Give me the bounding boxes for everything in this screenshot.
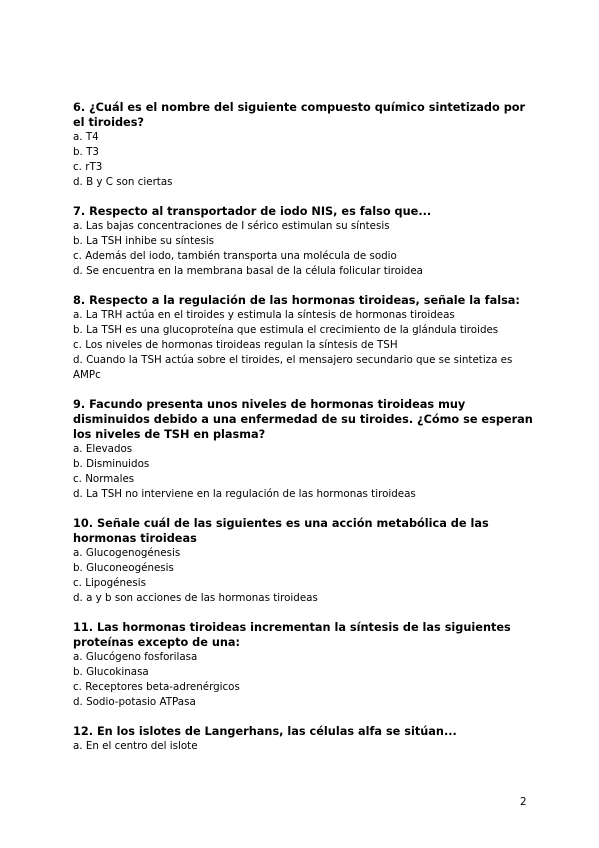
answer-option: b. Glucokinasa — [73, 666, 149, 678]
answer-option: d. Cuando la TSH actúa sobre el tiroides, el mensajero secundario que se sintetiza es AMPc — [73, 354, 513, 381]
question-title: 8. Respecto a la regulación de las hormonas tiroideas, señale la falsa: — [73, 294, 520, 307]
answer-option: a. Las bajas concentraciones de I sérico estimulan su síntesis — [73, 220, 390, 232]
answer-option: d. Sodio-potasio ATPasa — [73, 696, 196, 708]
answer-option: d. Se encuentra en la membrana basal de la célula folicular tiroidea — [73, 265, 423, 277]
answer-option: b. La TSH inhibe su síntesis — [73, 235, 215, 247]
answer-option: c. Además del iodo, también transporta una molécula de sodio — [73, 250, 397, 262]
question-12 — [73, 724, 533, 754]
answer-option: d. a y b son acciones de las hormonas tiroideas — [73, 592, 318, 604]
answer-option: c. Normales — [73, 473, 135, 485]
answer-option: d. La TSH no interviene en la regulación de las hormonas tiroideas — [73, 488, 416, 500]
answer-option: d. B y C son ciertas — [73, 176, 173, 188]
question-10 — [73, 516, 533, 606]
page-number: 2 — [520, 796, 527, 808]
answer-option: a. Elevados — [73, 443, 133, 455]
answer-option: a. Glucógeno fosforilasa — [73, 651, 198, 663]
question-title: 12. En los islotes de Langerhans, las células alfa se sitúan... — [73, 725, 457, 738]
question-title: 7. Respecto al transportador de iodo NIS, es falso que... — [73, 205, 432, 218]
quiz-page — [73, 100, 533, 768]
question-7 — [73, 204, 533, 279]
answer-option: a. T4 — [73, 131, 99, 143]
answer-option: b. Disminuidos — [73, 458, 150, 470]
question-8 — [73, 293, 533, 383]
question-title: 9. Facundo presenta unos niveles de hormonas tiroideas muy disminuidos debido a una enfermedad de su tiroides. ¿Cómo se esperan los niveles de TSH en plasma? — [73, 398, 533, 441]
answer-option: c. Receptores beta-adrenérgicos — [73, 681, 240, 693]
question-title: 10. Señale cuál de las siguientes es una acción metabólica de las hormonas tiroideas — [73, 517, 489, 545]
answer-option: a. La TRH actúa en el tiroides y estimula la síntesis de hormonas tiroideas — [73, 309, 455, 321]
question-6 — [73, 100, 533, 190]
question-11 — [73, 620, 533, 710]
question-title: 11. Las hormonas tiroideas incrementan la síntesis de las siguientes proteínas excepto de una: — [73, 621, 511, 649]
answer-option: a. En el centro del islote — [73, 740, 198, 752]
answer-option: b. La TSH es una glucoproteína que estimula el crecimiento de la glándula tiroides — [73, 324, 499, 336]
answer-option: c. rT3 — [73, 161, 103, 173]
answer-option: b. T3 — [73, 146, 99, 158]
question-title: 6. ¿Cuál es el nombre del siguiente compuesto químico sintetizado por el tiroides? — [73, 101, 526, 129]
question-9 — [73, 397, 533, 502]
answer-option: c. Los niveles de hormonas tiroideas regulan la síntesis de TSH — [73, 339, 398, 351]
answer-option: b. Gluconeogénesis — [73, 562, 174, 574]
answer-option: a. Glucogenogénesis — [73, 547, 181, 559]
answer-option: c. Lipogénesis — [73, 577, 146, 589]
